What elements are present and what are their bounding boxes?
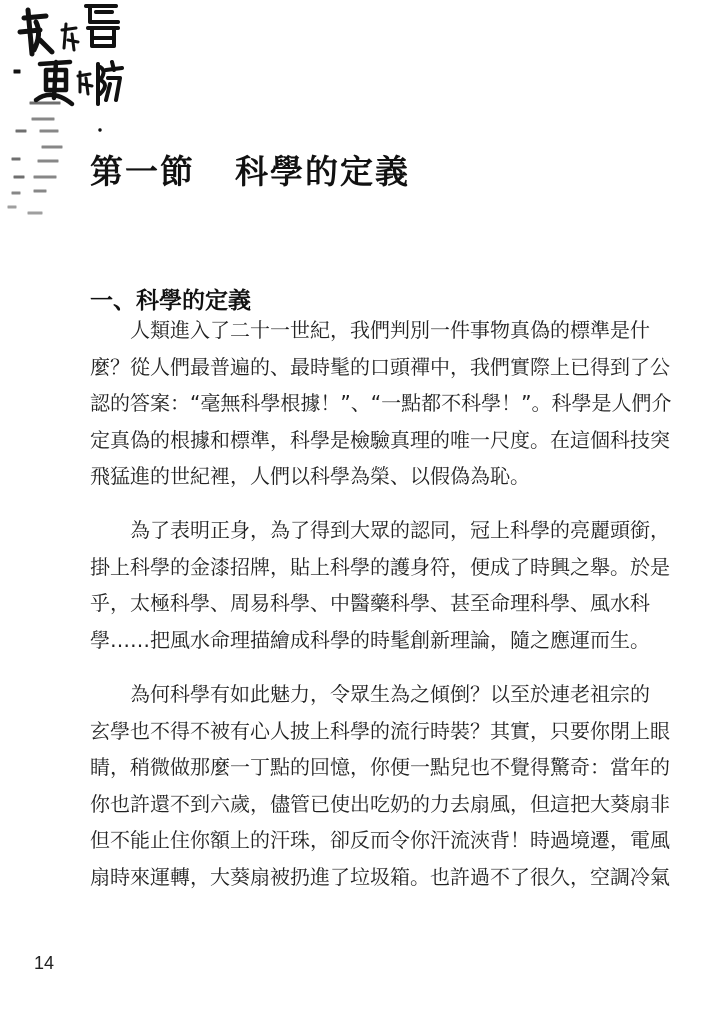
paragraph-line: 睛，稍微做那麼一丁點的回憶，你便一點兒也不覺得驚奇：當年的 <box>90 755 670 779</box>
paragraph-line: 認的答案：“毫無科學根據！”、“一點都不科學！”。科學是人們介 <box>90 391 672 415</box>
paragraph-line: 你也許還不到六歲，儘管已使出吃奶的力去扇風，但這把大葵扇非 <box>90 791 670 816</box>
paragraph-line: 為了表明正身，為了得到大眾的認同，冠上科學的亮麗頭銜， <box>130 518 670 542</box>
paragraph-line: 定真偽的根據和標準，科學是檢驗真理的唯一尺度。在這個科技突 <box>90 427 670 452</box>
chapter-title-text: 科學的定義 <box>235 152 410 191</box>
chapter-title <box>90 146 410 193</box>
paragraph-line: 扇時來運轉，大葵扇被扔進了垃圾箱。也許過不了很久，空調冷氣 <box>90 864 670 889</box>
paragraph-line: 飛猛進的世紀裡，人們以科學為榮、以假偽為恥。 <box>90 464 530 488</box>
paragraph-line: 為何科學有如此魅力，令眾生為之傾倒？以至於連老祖宗的 <box>130 682 650 706</box>
paragraph-line: 掛上科學的金漆招牌，貼上科學的護身符，便成了時興之舉。於是 <box>90 554 670 579</box>
page-number: 14 <box>34 953 55 973</box>
calligraphy-logo <box>6 0 126 240</box>
calligraphy-logo-image <box>6 0 126 240</box>
paragraph-line: 人類進入了二十一世紀，我們判別一件事物真偽的標準是什 <box>130 318 650 342</box>
paragraph-line: 玄學也不得不被有心人披上科學的流行時裝？其實，只要你閉上眼 <box>90 718 670 743</box>
chapter-number: 第一節 <box>90 152 195 191</box>
section-heading: 一、科學的定義 <box>90 288 251 314</box>
paragraph-line: 乎，太極科學、周易科學、中醫藥科學、甚至命理科學、風水科 <box>90 591 650 615</box>
paragraph-2 <box>90 512 680 658</box>
paragraph-line: 學……把風水命理描繪成科學的時髦創新理論，隨之應運而生。 <box>90 627 650 652</box>
paragraph-line: 麼？從人們最普遍的、最時髦的口頭禪中，我們實際上已得到了公 <box>90 354 670 379</box>
paragraph-1 <box>90 312 680 495</box>
paragraph-3 <box>90 676 680 895</box>
paragraph-line: 但不能止住你額上的汗珠，卻反而令你汗流浹背！時過境遷，電風 <box>90 828 670 852</box>
